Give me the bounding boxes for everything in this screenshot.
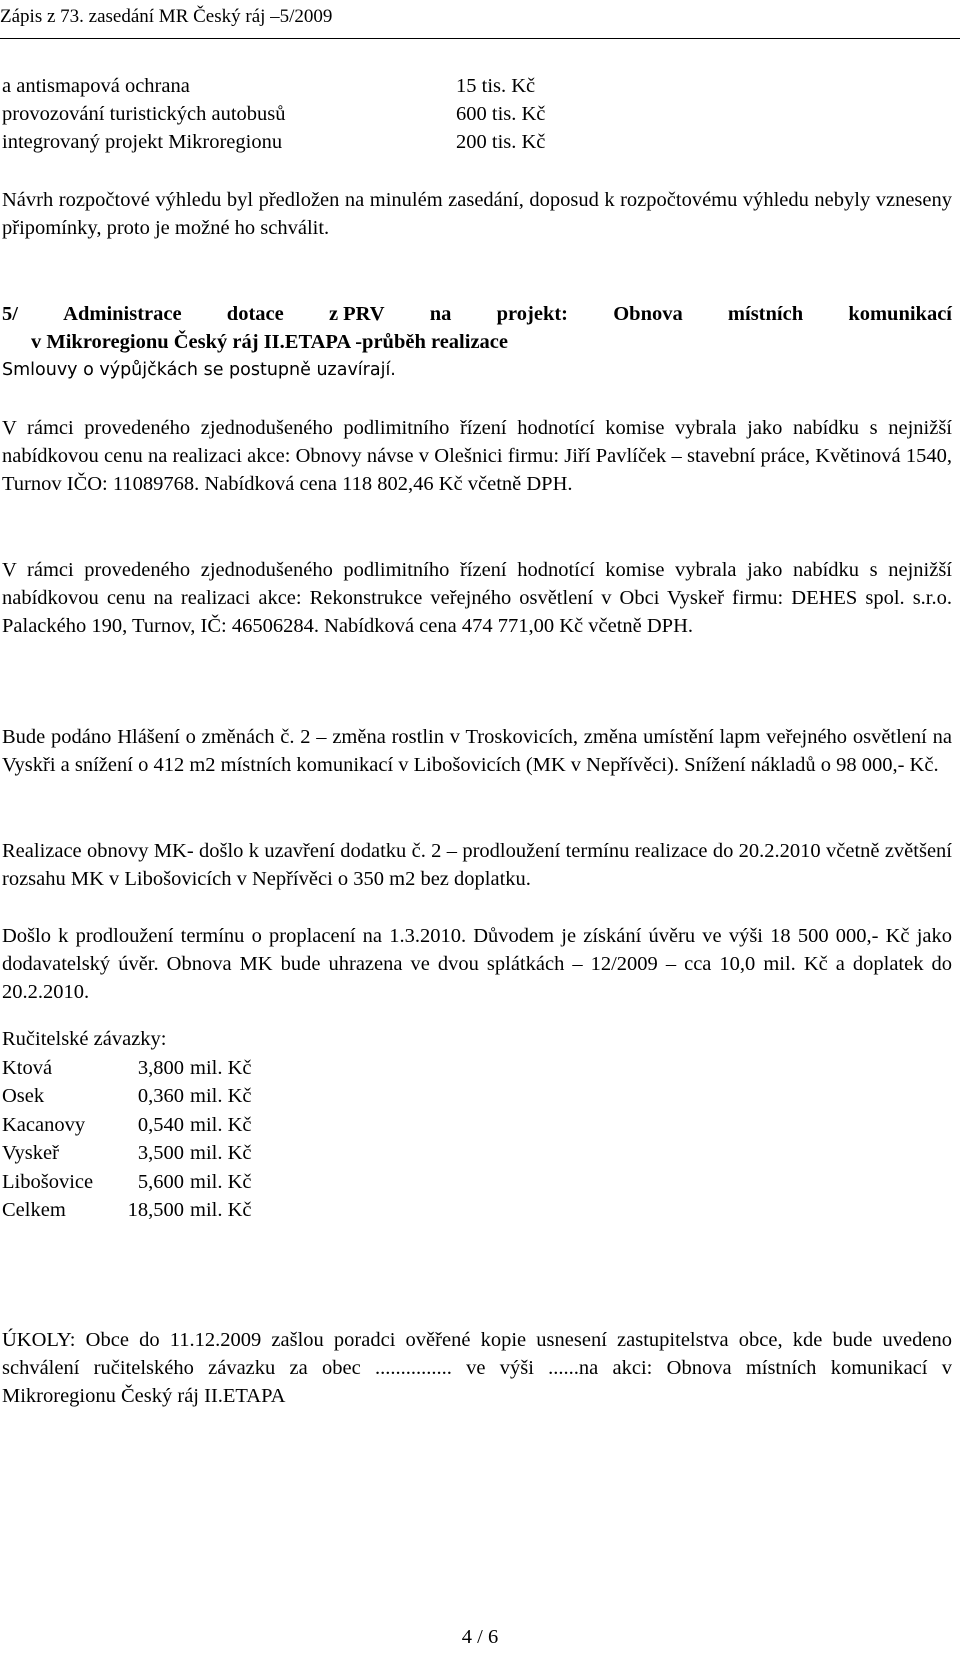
header-rule [0,38,960,39]
budget-item [2,100,702,128]
guarantee-unit: mil. Kč [190,1199,252,1221]
change-report-paragraph: Bude podáno Hlášení o změnách č. 2 – změna rostlin v Troskovicích, změna umístění lapm veřejného osvětlení na Vyskři a snížení o 412 m2 místních komunikací v Libošovicích (MK v Nepřívěci). Snížení nákladů o 98 000,- Kč. [2,726,952,776]
guarantee-municipality: Ktová [2,1056,53,1079]
budget-item-value: 15 tis. Kč [456,75,536,97]
budget-item [2,72,702,100]
contracts-note: Smlouvy o výpůjčkách se postupně uzavírají. [2,360,396,380]
section-5-heading-line1 [2,300,952,328]
budget-item-label: integrovaný projekt Mikroregionu [2,131,283,153]
page-number: 4 / 6 [461,1626,499,1648]
guarantee-row [2,1111,252,1140]
budget-item-value: 200 tis. Kč [456,131,546,153]
section-5-heading-line2: v Mikroregionu Český ráj II.ETAPA -průběh realizace [31,331,508,353]
tender-paragraph-vysker: V rámci provedeného zjednodušeného podlimitního řízení hodnotící komise vybrala jako nabídku s nejnižší nabídkovou cenu na realizaci akce: Rekonstrukce veřejného osvětlení v Obci Vyskeř firmu: DEHES spol. s.r.o. Palackého 190, Turnov, IČ: 46506284. Nabídková cena 474 771,00 Kč včetně DPH. [2,559,952,637]
guarantee-municipality: Vyskeř [2,1142,59,1164]
budget-item-value: 600 tis. Kč [456,103,546,125]
guarantee-row [2,1139,252,1168]
budget-outlook-paragraph: Návrh rozpočtové výhledu byl předložen na minulém zasedání, doposud k rozpočtovému výhledu nebyly vzneseny připomínky, proto je možné ho schválit. [2,189,952,239]
guarantee-amount: 0,540 [137,1113,184,1136]
heading-word: místních [727,303,804,325]
guarantee-unit: mil. Kč [190,1085,252,1107]
heading-word: komunikací [848,303,952,325]
guarantee-unit: mil. Kč [190,1113,252,1136]
heading-word: Obnova [613,303,683,325]
heading-word: na [429,303,452,325]
guarantee-amount: 5,600 [137,1170,184,1193]
heading-word: z PRV [328,303,385,325]
guarantees-title: Ručitelské závazky: [2,1028,167,1050]
guarantee-row [2,1168,252,1197]
amendment-paragraph: Realizace obnovy MK- došlo k uzavření dodatku č. 2 – prodloužení termínu realizace do 20.2.2010 včetně zvětšení rozsahu MK v Libošovicích v Nepřívěci o 350 m2 bez doplatku. [2,840,952,890]
guarantee-municipality: Celkem [2,1199,66,1221]
guarantee-amount: 3,800 [137,1056,184,1079]
guarantee-unit: mil. Kč [190,1056,252,1079]
guarantee-amount: 0,360 [137,1085,184,1107]
budget-item-label: a antismapová ochrana [2,75,190,97]
budget-items-list [2,72,702,156]
guarantee-municipality: Osek [2,1085,45,1107]
heading-word: Administrace [63,303,182,325]
guarantee-municipality: Libošovice [2,1170,94,1193]
heading-word: projekt: [496,303,569,325]
guarantee-amount: 18,500 [127,1199,184,1221]
guarantees-block [2,1025,252,1225]
budget-item-label: provozování turistických autobusů [2,103,286,125]
guarantee-municipality: Kacanovy [2,1113,86,1136]
guarantee-unit: mil. Kč [190,1142,252,1164]
budget-item [2,128,702,156]
heading-word: dotace [226,303,284,325]
section-5-heading [2,300,952,384]
running-header: Zápis z 73. zasedání MR Český ráj –5/2009 [0,6,333,27]
tender-paragraph-olesnice: V rámci provedeného zjednodušeného podlimitního řízení hodnotící komise vybrala jako nabídku s nejnižší nabídkovou cenu na realizaci akce: Obnovy návse v Olešnici firmu: Jiří Pavlíček – stavební práce, Květinová 1540, Turnov IČO: 11089768. Nabídková cena 118 802,46 Kč včetně DPH. [2,417,952,495]
guarantee-unit: mil. Kč [190,1170,252,1193]
tasks-paragraph: ÚKOLY: Obce do 11.12.2009 zašlou poradci ověřené kopie usnesení zastupitelstva obce, kde bude uvedeno schválení ručitelského závazku za obec ............... ve výši ......na akci: Obnova místních komunikací v Mikroregionu Český ráj II.ETAPA [2,1329,952,1407]
guarantee-row [2,1082,252,1111]
guarantee-amount: 3,500 [137,1142,184,1164]
payment-extension-paragraph: Došlo k prodloužení termínu o proplacení na 1.3.2010. Důvodem je získání úvěru ve výši 18 500 000,- Kč jako dodavatelský úvěr. Obnova MK bude uhrazena ve dvou splátkách – 12/2009 – cca 10,0 mil. Kč a doplatek do 20.2.2010. [2,925,952,1003]
guarantee-row [2,1054,252,1083]
guarantee-row-total [2,1196,252,1225]
heading-word: 5/ [2,303,18,325]
